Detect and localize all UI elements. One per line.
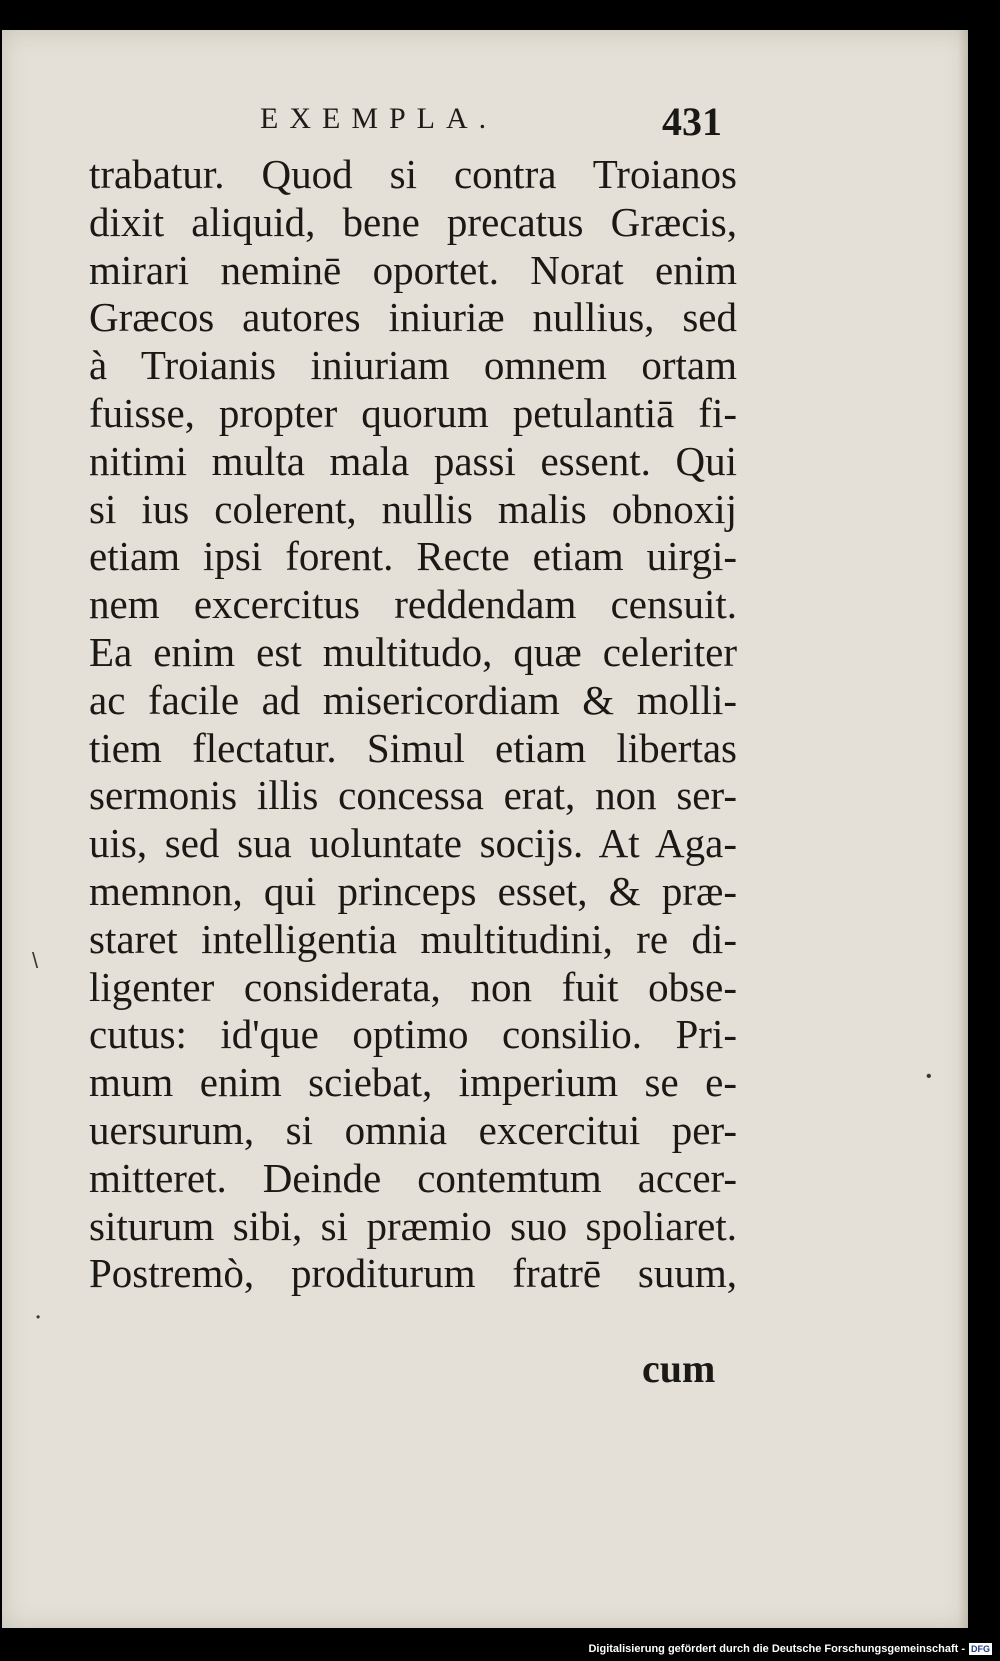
digitization-credit [588,1643,992,1655]
margin-mark: • [36,1310,41,1324]
page-number: 431 [662,99,722,144]
text-line: mirari neminē oportet. Norat enim [89,246,737,293]
text-line: memnon, qui princeps esset, & præ- [89,867,737,914]
margin-mark: \ [32,948,39,973]
body-text [89,151,737,1298]
text-line: ac facile ad misericordiam & molli- [89,676,737,723]
text-line: siturum sibi, si præmio suo spoliaret. [89,1202,737,1249]
text-line: mum enim sciebat, imperium se e- [89,1059,737,1106]
margin-mark: • [926,1068,932,1085]
text-line: à Troianis iniuriam omnem ortam [89,342,737,389]
credit-text: Digitalisierung gefördert durch die Deutsche Forschungsgemeinschaft - [588,1643,965,1655]
text-line: si ius colerent, nullis malis obnoxij [89,485,737,532]
text-line: mitteret. Deinde contemtum accer- [89,1154,737,1201]
text-line: Ea enim est multitudo, quæ celeriter [89,628,737,675]
text-line: nem excercitus reddendam censuit. [89,581,737,628]
text-line: staret intelligentia multitudini, re di- [89,915,737,962]
text-line: Græcos autores iniuriæ nullius, sed [89,294,737,341]
text-line: dixit aliquid, bene precatus Græcis, [89,198,737,245]
text-line: uersurum, si omnia excercitui per- [89,1106,737,1153]
text-line: nitimi multa mala passi essent. Qui [89,437,737,484]
text-line: trabatur. Quod si contra Troianos [89,151,737,197]
book-page [2,30,968,1628]
text-line: tiem flectatur. Simul etiam libertas [89,724,737,771]
dfg-logo-icon: DFG [971,1644,990,1654]
text-line: sermonis illis concessa erat, non ser- [89,772,737,819]
page-edge-shadow [958,30,968,1628]
text-line: etiam ipsi forent. Recte etiam uirgi- [89,533,737,580]
running-head: EXEMPLA. [260,102,498,135]
text-line: cutus: id'que optimo consilio. Pri- [89,1011,737,1058]
catchword: cum [642,1346,716,1391]
text-line: ligenter considerata, non fuit obse- [89,963,737,1010]
text-line: Postremò, proditurum fratrē suum, [89,1250,737,1297]
text-line: fuisse, propter quorum petulantiā fi- [89,389,737,436]
text-line: uis, sed sua uoluntate socijs. At Aga- [89,820,737,867]
